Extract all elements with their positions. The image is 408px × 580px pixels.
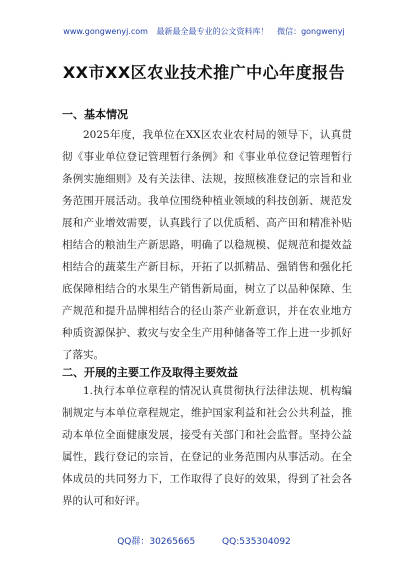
document-title: XX市XX区农业技术推广中心年度报告 [62,63,346,82]
footer-contact [0,534,408,547]
header-banner [0,26,408,37]
qq-group-text: QQ群：30265665 [117,537,196,547]
section-heading-basic-info: 一、基本情况 [62,108,128,121]
wechat-text: 微信：gongwenyj [277,27,345,36]
section-body-main-work: 1.执行本单位章程的情况认真贯彻执行法律法规、机构编制规定与本单位章程规定，维护国家利益和社会公共利益，推动本单位全面健康发展，接受有关部门和社会监督。坚持公益属性，践行登记的宗旨，在登记的业务范围内从事活动。在全体成员的共同努力下，工作取得了良好的效果，得到了社会各界的认可和好评。 [62,385,352,507]
qq-number-text: QQ:535304092 [222,537,291,547]
section-body-basic-info: 2025年度，我单位在XX区农业农村局的领导下，认真贯彻《事业单位登记管理暂行条例》和《事业单位登记管理暂行条例实施细则》及有关法律、法规，按照核准登记的宗旨和业务范围开展活动。我单位围绕种植业领域的科技创新、规范发展和产业增效需要，认真践行了以优质稻、高产田和精准补贴相结合的粮油生产新思路，明确了以稳规模、促规范和提效益相结合的蔬菜生产新目标，开拓了以抓精品、强销售和强化托底保障相结合的水果生产销售新局面，树立了以品种保障、生产规范和提升品牌相结合的径山茶产业新意识，并在农业地方种质资源保护、救灾与安全生产用种储备等工作上进一步抓好了落实。 [62,129,352,361]
website-link[interactable]: www.gongwenyj.com [63,27,148,36]
slogan-text: 最新最全最专业的公文资料库！ [156,27,269,36]
section-heading-main-work: 二、开展的主要工作及取得主要效益 [62,366,238,379]
